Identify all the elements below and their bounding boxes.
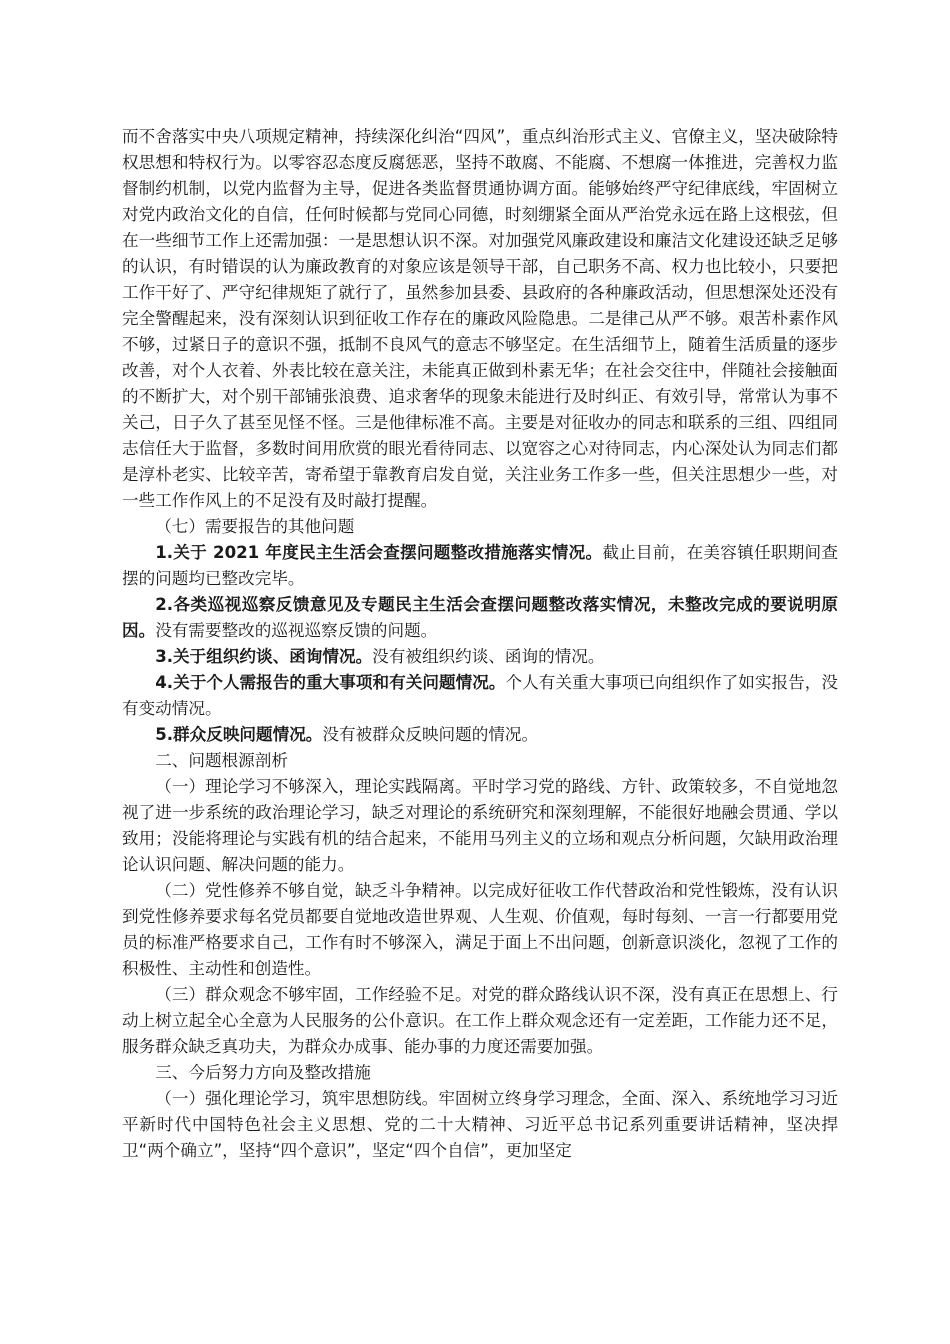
list-item-5-text: 没有被群众反映问题的情况。 [322, 725, 539, 744]
paragraph-continuation: 而不舍落实中央八项规定精神，持续深化纠治“四风”，重点纠治形式主义、官僚主义，坚决破除特权思想和特权行为。以零容忍态度反腐惩恶，坚持不敢腐、不能腐、不想腐一体推进，完善权力监督制约机制，以党内监督为主导，促进各类监督贯通协调方面。能够始终严守纪律底线，牢固树立对党内政治文化的自信，任何时候都与党同心同德，时刻绷紧全面从严治党永远在路上这根弦，但在一些细节工作上还需加强：一是思想认识不深。对加强党风廉政建设和廉洁文化建设还缺乏足够的认识，有时错误的认为廉政教育的对象应该是领导干部，自己职务不高、权力也比较小，只要把工作干好了、严守纪律规矩了就行了，虽然参加县委、县政府的各种廉政活动，但思想深处还没有完全警醒起来，没有深刻认识到征收工作存在的廉政风险隐患。二是律己从严不够。艰苦朴素作风不够，过紧日子的意识不强，抵制不良风气的意志不够坚定。在生活细节上，随着生活质量的逐步改善，对个人衣着、外表比较在意关注，未能真正做到朴素无华；在社会交往中，伴随社会接触面的不断扩大，对个别干部铺张浪费、追求奢华的现象未能进行及时纠正、有效引导，常常认为事不关己，日子久了甚至见怪不怪。三是他律标准不高。主要是对征收办的同志和联系的三组、四组同志信任大于监督，多数时间用欣赏的眼光看待同志、以宽容之心对待同志，内心深处认为同志们都是淳朴老实、比较辛苦，寄希望于靠教育启发自觉，关注业务工作多一些，但关注思想少一些，对一些工作作风上的不足没有及时敲打提醒。 [122, 127, 838, 510]
list-item-2-lead: 2.各类巡视巡察反馈意见及专题民主生活会查摆问题整改落实情况，未整改完成的要说明原因。 [122, 595, 838, 640]
paragraph-measures-1: （一）强化理论学习，筑牢思想防线。牢固树立终身学习理念，全面、深入、系统地学习习近平新时代中国特色社会主义思想、党的二十大精神、习近平总书记系列重要讲话精神，坚决捍卫“两个确立”，坚持“四个意识”，坚定“四个自信”，更加坚定 [122, 1089, 838, 1160]
section-heading-root-cause: 二、问题根源剖析 [155, 751, 288, 770]
list-item-1-text: 截止目前，在美容镇任职期间查摆的问题均已整改完毕。 [122, 543, 838, 588]
list-item-3-lead: 3.关于组织约谈、函询情况。 [155, 647, 373, 666]
list-item-3 [122, 644, 838, 670]
list-item-1-lead: 1.关于 2021 年度民主生活会查摆问题整改措施落实情况。 [155, 543, 603, 562]
paragraph-root-cause-2: （二）党性修养不够自觉，缺乏斗争精神。以完成好征收工作代替政治和党性锻炼，没有认识到党性修养要求每名党员都要自觉地改造世界观、人生观、价值观，每时每刻、一言一行都要用党员的标准严格要求自己，工作有时不够深入，满足于面上不出问题，创新意识淡化，忽视了工作的积极性、主动性和创造性。 [122, 881, 838, 978]
list-item-2-text: 没有需要整改的巡视巡察反馈的问题。 [155, 621, 438, 640]
section-heading-measures: 三、今后努力方向及整改措施 [155, 1063, 371, 1082]
paragraph-root-cause-3: （三）群众观念不够牢固，工作经验不足。对党的群众路线认识不深，没有真正在思想上、行动上树立起全心全意为人民服务的公仆意识。在工作上群众观念还有一定差距，工作能力还不足，服务群众缺乏真功夫，为群众办成事、能办事的力度还需要加强。 [122, 985, 838, 1056]
list-item-3-text: 没有被组织约谈、函询的情况。 [372, 647, 605, 666]
list-item-1 [122, 540, 838, 592]
list-item-4 [122, 670, 838, 722]
list-item-4-lead: 4.关于个人需报告的重大事项和有关问题情况。 [155, 673, 506, 692]
heading-other-issues: （七）需要报告的其他问题 [155, 517, 355, 536]
list-item-5 [122, 722, 838, 748]
document-page [122, 124, 838, 1164]
list-item-5-lead: 5.群众反映问题情况。 [155, 725, 323, 744]
list-item-2 [122, 592, 838, 644]
list-item-4-text: 个人有关重大事项已向组织作了如实报告，没有变动情况。 [122, 673, 838, 718]
paragraph-root-cause-1: （一）理论学习不够深入，理论实践隔离。平时学习党的路线、方针、政策较多，不自觉地忽视了进一步系统的政治理论学习，缺乏对理论的系统研究和深刻理解，不能很好地融会贯通、学以致用；没能将理论与实践有机的结合起来，不能用马列主义的立场和观点分析问题，欠缺用政治理论认识问题、解决问题的能力。 [122, 777, 838, 874]
